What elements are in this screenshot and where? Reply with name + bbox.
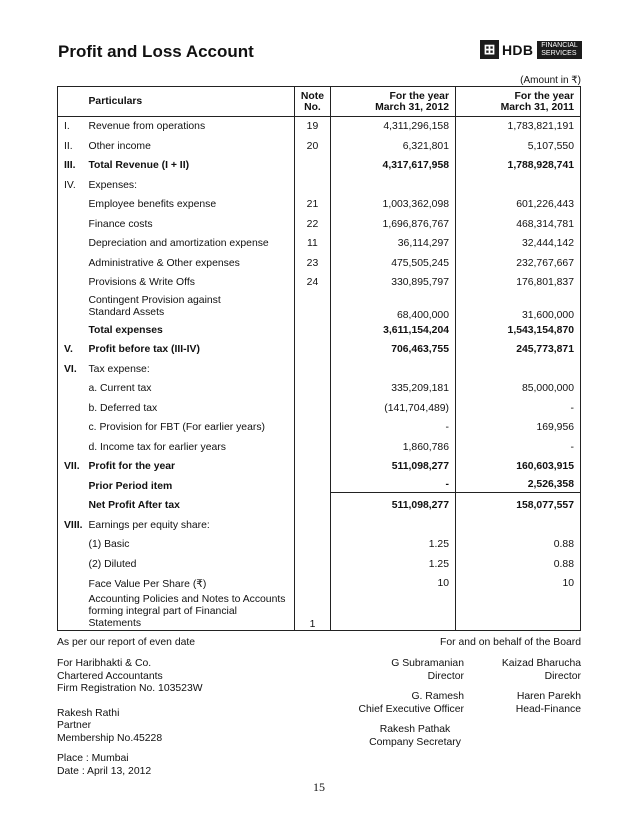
row-value-2012: [331, 594, 456, 631]
row-roman: [58, 574, 83, 594]
row-roman: [58, 438, 83, 458]
row-particulars: Profit for the year: [82, 457, 294, 477]
row-roman: [58, 254, 83, 274]
table-row: [58, 457, 581, 477]
table-row: [58, 215, 581, 235]
auditor-firm-name: For Haribhakti & Co.: [57, 658, 152, 669]
row-value-2012: 706,463,755: [331, 340, 456, 360]
row-note: [294, 321, 330, 341]
partner-name: Rakesh Rathi: [57, 707, 120, 719]
row-particulars: [82, 594, 294, 631]
row-value-2012: 1,696,876,767: [331, 215, 456, 235]
signatory-5: [360, 724, 470, 749]
row-particulars: b. Deferred tax: [82, 399, 294, 419]
header-y1-line2: March 31, 2012: [375, 101, 449, 113]
row-value-2012: 475,505,245: [331, 254, 456, 274]
row-note: 24: [294, 273, 330, 293]
signatory-1-name: G Subramanian: [391, 658, 464, 669]
row-particulars: c. Provision for FBT (For earlier years): [82, 418, 294, 438]
hdb-logo-icon: ⊞: [480, 40, 499, 59]
row-value-2012: 3,611,154,204: [331, 321, 456, 341]
partner-title: Partner: [57, 720, 92, 731]
row-note: [294, 360, 330, 380]
row-note: [294, 555, 330, 575]
row-value-2012: (141,704,489): [331, 399, 456, 419]
table-row: [58, 594, 581, 631]
row-roman: [58, 195, 83, 215]
row-particulars: Expenses:: [82, 176, 294, 196]
row-value-2011: 232,767,667: [456, 254, 581, 274]
row-roman: I.: [58, 117, 83, 137]
auditor-block: [57, 658, 203, 778]
row-particulars: Prior Period item: [82, 477, 294, 497]
row-roman: [58, 477, 83, 497]
row-particulars: Finance costs: [82, 215, 294, 235]
table-row: [58, 176, 581, 196]
row-label-line2: Standard Assets: [88, 306, 165, 318]
row-note: [294, 535, 330, 555]
hdb-logo-subtext: [537, 41, 582, 59]
table-row: [58, 321, 581, 341]
row-roman: [58, 496, 83, 516]
row-value-text: -: [331, 479, 455, 493]
row-value-2012: 1.25: [331, 555, 456, 575]
header-note-line2: No.: [304, 101, 321, 113]
row-particulars: Total Revenue (I + II): [82, 156, 294, 176]
row-note: [294, 379, 330, 399]
row-value-2012: 1.25: [331, 535, 456, 555]
table-row: [58, 234, 581, 254]
row-particulars: (1) Basic: [82, 535, 294, 555]
row-value-2011: [456, 176, 581, 196]
report-line: As per our report of even date: [57, 637, 196, 648]
signatory-1-role: Director: [427, 670, 464, 682]
row-value-2011: 5,107,550: [456, 137, 581, 157]
row-label-line1: Accounting Policies and Notes to Accounts: [88, 593, 286, 605]
row-value-2011: 32,444,142: [456, 234, 581, 254]
row-roman: V.: [58, 340, 83, 360]
table-row: [58, 137, 581, 157]
signatory-1: [391, 658, 464, 683]
header-particulars: Particulars: [82, 87, 294, 117]
signatory-4-name: Haren Parekh: [516, 691, 581, 702]
row-note: 23: [294, 254, 330, 274]
row-value-2011: 1,783,821,191: [456, 117, 581, 137]
table-row: [58, 340, 581, 360]
row-particulars: Provisions & Write Offs: [82, 273, 294, 293]
table-row: [58, 195, 581, 215]
row-particulars: Depreciation and amortization expense: [82, 234, 294, 254]
row-value-2012: 1,860,786: [331, 438, 456, 458]
signatory-4: [516, 691, 581, 716]
partner-membership: Membership No.45228: [57, 732, 163, 744]
row-value-2011: 158,077,557: [456, 496, 581, 516]
row-value-2012: 4,317,617,958: [331, 156, 456, 176]
row-value-2011: -: [456, 399, 581, 419]
table-header-row: [58, 87, 581, 117]
row-value-2012: 511,098,277: [331, 496, 456, 516]
row-note: 19: [294, 117, 330, 137]
row-particulars: Profit before tax (III-IV): [82, 340, 294, 360]
row-roman: [58, 555, 83, 575]
row-particulars: Employee benefits expense: [82, 195, 294, 215]
row-particulars: (2) Diluted: [82, 555, 294, 575]
row-roman: VIII.: [58, 516, 83, 536]
row-value-2012: [331, 176, 456, 196]
table-row: [58, 477, 581, 497]
row-value-2012: 511,098,277: [331, 457, 456, 477]
row-value-2011: 160,603,915: [456, 457, 581, 477]
row-note: 22: [294, 215, 330, 235]
row-roman: [58, 535, 83, 555]
header-note: [294, 87, 330, 117]
row-note: [294, 293, 330, 321]
row-value-2011: 31,600,000: [456, 293, 581, 321]
row-value-2011: [456, 477, 581, 497]
row-note: 20: [294, 137, 330, 157]
row-particulars: Tax expense:: [82, 360, 294, 380]
row-note: [294, 574, 330, 594]
signatory-2-name: Kaizad Bharucha: [501, 658, 581, 669]
header-note-line1: Note: [300, 90, 324, 102]
row-roman: [58, 321, 83, 341]
row-value-2011: 176,801,837: [456, 273, 581, 293]
row-value-2012: [331, 360, 456, 380]
row-particulars: Net Profit After tax: [82, 496, 294, 516]
row-value-2011: 85,000,000: [456, 379, 581, 399]
table-row: [58, 535, 581, 555]
row-note: [294, 516, 330, 536]
row-roman: [58, 234, 83, 254]
row-note: [294, 496, 330, 516]
row-particulars: d. Income tax for earlier years: [82, 438, 294, 458]
board-line: For and on behalf of the Board: [440, 637, 581, 648]
table-row: [58, 418, 581, 438]
profit-loss-table: [57, 86, 581, 631]
row-note: [294, 457, 330, 477]
header-roman: [58, 87, 83, 117]
logo-sub-line2: SERVICES: [541, 49, 577, 57]
table-row: [58, 555, 581, 575]
row-particulars: Revenue from operations: [82, 117, 294, 137]
signatory-2: [502, 658, 581, 683]
row-roman: [58, 293, 83, 321]
row-value-text: 2,526,358: [456, 479, 580, 493]
row-value-2011: 0.88: [456, 555, 581, 575]
row-note: [294, 399, 330, 419]
header-y1-line1: For the year: [389, 90, 449, 102]
row-value-2011: 1,543,154,870: [456, 321, 581, 341]
signatory-3-role: Chief Executive Officer: [358, 703, 464, 715]
header-year-2011: [456, 87, 581, 117]
row-note: [294, 418, 330, 438]
row-particulars: Total expenses: [82, 321, 294, 341]
logo-sub-line1: FINANCIAL: [541, 41, 578, 49]
page-number: 15: [313, 780, 325, 794]
row-roman: [58, 594, 83, 631]
row-value-2012: 68,400,000: [331, 293, 456, 321]
row-note: [294, 176, 330, 196]
row-value-2012: 330,895,797: [331, 273, 456, 293]
row-value-2011: [456, 516, 581, 536]
row-roman: VII.: [58, 457, 83, 477]
table-row: [58, 438, 581, 458]
signatory-3: [359, 691, 465, 716]
row-value-2012: -: [331, 418, 456, 438]
row-note: [294, 477, 330, 497]
header-y2-line2: March 31, 2011: [500, 101, 574, 113]
signatory-3-name: G. Ramesh: [411, 691, 464, 702]
signatory-2-role: Director: [544, 670, 581, 682]
row-roman: IV.: [58, 176, 83, 196]
row-roman: [58, 379, 83, 399]
row-value-2011: 169,956: [456, 418, 581, 438]
row-roman: II.: [58, 137, 83, 157]
table-row: [58, 399, 581, 419]
row-particulars: Face Value Per Share (₹): [82, 574, 294, 594]
table-row: [58, 574, 581, 594]
row-particulars: a. Current tax: [82, 379, 294, 399]
place-line: Place : Mumbai: [57, 753, 129, 764]
row-value-2011: 1,788,928,741: [456, 156, 581, 176]
row-value-2011: 10: [456, 574, 581, 594]
row-value-2011: 468,314,781: [456, 215, 581, 235]
row-note: [294, 156, 330, 176]
auditor-registration: Firm Registration No. 103523W: [57, 683, 203, 694]
row-note: 11: [294, 234, 330, 254]
row-value-2011: -: [456, 438, 581, 458]
signatory-5-role: Company Secretary: [369, 736, 461, 748]
row-value-2012: [331, 516, 456, 536]
row-roman: [58, 399, 83, 419]
header-year-2012: [331, 87, 456, 117]
row-note: [294, 340, 330, 360]
row-value-2011: 0.88: [456, 535, 581, 555]
header-y2-line1: For the year: [514, 90, 574, 102]
row-particulars: Administrative & Other expenses: [82, 254, 294, 274]
row-value-2012: 6,321,801: [331, 137, 456, 157]
hdb-logo: [480, 40, 582, 59]
row-value-2012: 36,114,297: [331, 234, 456, 254]
auditor-firm-type: Chartered Accountants: [57, 670, 163, 682]
table-row: [58, 156, 581, 176]
table-row: [58, 360, 581, 380]
table-row: [58, 273, 581, 293]
row-value-2012: 1,003,362,098: [331, 195, 456, 215]
row-roman: VI.: [58, 360, 83, 380]
amount-note: (Amount in ₹): [520, 75, 581, 86]
table-row: [58, 117, 581, 137]
hdb-logo-text: HDB: [502, 41, 534, 58]
row-note: [294, 438, 330, 458]
table-row: [58, 516, 581, 536]
row-value-2011: 245,773,871: [456, 340, 581, 360]
row-roman: III.: [58, 156, 83, 176]
row-value-2012: 10: [331, 574, 456, 594]
table-row: [58, 496, 581, 516]
signatory-4-role: Head-Finance: [515, 703, 581, 715]
row-roman: [58, 273, 83, 293]
row-value-2011: [456, 360, 581, 380]
row-note: 21: [294, 195, 330, 215]
signatory-5-name: Rakesh Pathak: [379, 724, 451, 735]
row-value-2012: 335,209,181: [331, 379, 456, 399]
row-label-line1: Contingent Provision against: [88, 294, 221, 306]
table-row: [58, 293, 581, 321]
date-line: Date : April 13, 2012: [57, 765, 152, 777]
row-roman: [58, 418, 83, 438]
row-label-line2: forming integral part of Financial Statements: [88, 605, 237, 629]
row-roman: [58, 215, 83, 235]
row-particulars: [82, 293, 294, 321]
row-particulars: Other income: [82, 137, 294, 157]
page-title: Profit and Loss Account: [58, 42, 254, 61]
table-row: [58, 379, 581, 399]
row-note: 1: [294, 594, 330, 631]
row-particulars: Earnings per equity share:: [82, 516, 294, 536]
row-value-2012: [331, 477, 456, 497]
table-row: [58, 254, 581, 274]
row-value-2011: [456, 594, 581, 631]
row-value-2011: 601,226,443: [456, 195, 581, 215]
row-value-2012: 4,311,296,158: [331, 117, 456, 137]
